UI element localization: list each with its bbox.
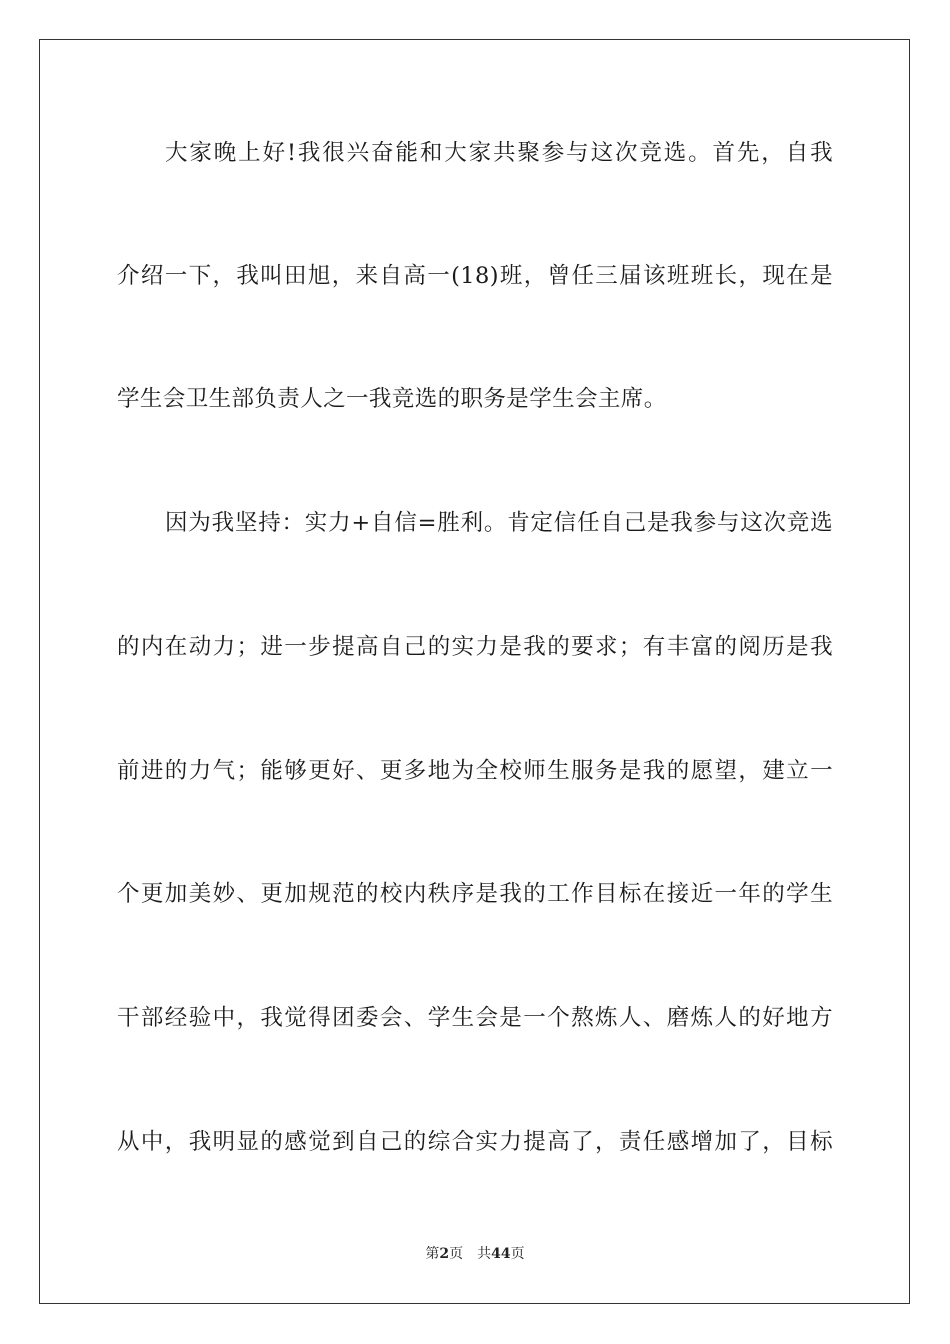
paragraph-1-line-2: 介绍一下，我叫田旭，来自高一(18)班，曾任三届该班班长，现在是 <box>117 263 833 289</box>
paragraph-1-line-1: 大家晚上好!我很兴奋能和大家共聚参与这次竞选。首先，自我 <box>165 140 833 166</box>
paragraph-2-line-3: 前进的力气；能够更好、更多地为全校师生服务是我的愿望，建立一 <box>117 758 833 784</box>
total-suffix: 页 <box>510 1246 525 1262</box>
paragraph-2-line-6: 从中，我明显的感觉到自己的综合实力提高了，责任感增加了，目标 <box>117 1129 833 1155</box>
paragraph-2-line-4: 个更加美妙、更加规范的校内秩序是我的工作目标在接近一年的学生 <box>117 881 833 907</box>
page-border <box>39 39 910 1304</box>
page-footer <box>0 1244 950 1264</box>
paragraph-2-line-2: 的内在动力；进一步提高自己的实力是我的要求；有丰富的阅历是我 <box>117 634 833 660</box>
paragraph-1-line-3: 学生会卫生部负责人之一我竞选的职务是学生会主席。 <box>117 386 667 412</box>
page-suffix: 页 <box>449 1246 464 1262</box>
total-prefix: 共 <box>477 1246 492 1262</box>
paragraph-2-line-1: 因为我坚持：实力+自信=胜利。肯定信任自己是我参与这次竞选 <box>165 510 833 536</box>
total-pages: 44 <box>491 1246 511 1262</box>
paragraph-2-line-5: 干部经验中，我觉得团委会、学生会是一个熬炼人、磨炼人的好地方 <box>117 1005 833 1031</box>
page-number: 2 <box>439 1246 450 1262</box>
page-prefix: 第 <box>425 1246 440 1262</box>
